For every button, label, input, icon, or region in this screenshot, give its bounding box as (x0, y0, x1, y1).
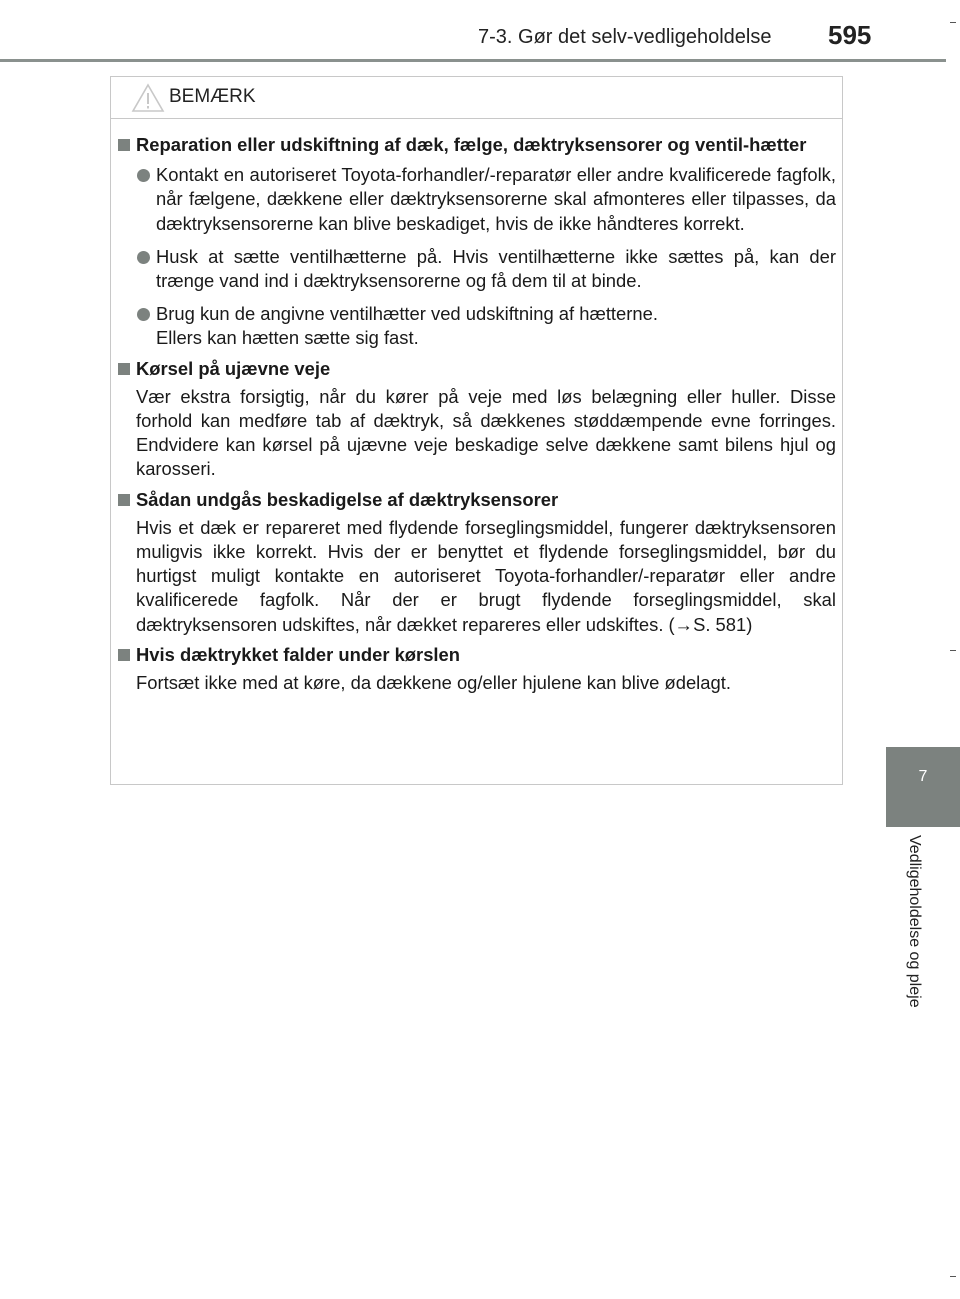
chapter-label: Vedligeholdelse og pleje (906, 835, 923, 1008)
notice-box (110, 76, 843, 785)
header-rule (0, 59, 946, 62)
round-bullet-icon (137, 251, 150, 264)
section-tire-repair (116, 133, 836, 351)
warning-triangle-icon (131, 83, 165, 113)
section-text: Fortsæt ikke med at køre, da dækkene og/eller hjulene kan blive ødelagt. (136, 672, 731, 694)
page-number: 595 (828, 20, 872, 50)
header-title: 7-3. Gør det selv-vedligeholdelse (478, 26, 772, 48)
page-reference-link[interactable]: S. 581 (693, 613, 747, 635)
arrow-right-icon: → (674, 613, 694, 635)
list-item-text: Ellers kan hætten sætte sig fast. (156, 327, 419, 349)
list-item (136, 302, 836, 350)
list-item (136, 245, 836, 293)
round-bullet-icon (137, 308, 150, 321)
notice-body (116, 133, 836, 695)
section-heading: Sådan undgås beskadigelse af dæktryksensorer (136, 488, 559, 510)
square-bullet-icon (118, 363, 130, 375)
notice-header (111, 77, 842, 119)
notice-title: BEMÆRK (169, 86, 256, 107)
section-text: Vær ekstra forsigtig, når du kører på veje med løs belægning eller huller. Disse forhold kan medføre tab af dæktryk, så dækkenes støddæmpende evne forringes. Endvidere kan kørsel på ujævne veje beskadige selve dækkene samt bilens hjul og karosseri. (136, 385, 836, 480)
list-item-text: Husk at sætte ventilhætterne på. Hvis ventilhætterne ikke sættes på, kan der trænge vand ind i dæktryksensorerne og få dem til at binde. (156, 245, 836, 292)
square-bullet-icon (118, 139, 130, 151)
list-item-text: Brug kun de angivne ventilhætter ved udskiftning af hætterne. (156, 303, 658, 325)
round-bullet-icon (137, 169, 150, 182)
square-bullet-icon (118, 494, 130, 506)
list-item (136, 163, 836, 236)
section-heading: Reparation eller udskiftning af dæk, fælge, dæktryksensorer og ventil-hætter (136, 134, 807, 155)
chapter-number: 7 (918, 768, 928, 785)
crop-mark-middle (950, 650, 956, 651)
section-rough-roads (116, 357, 836, 482)
list-item-text: Kontakt en autoriseret Toyota-forhandler/-reparatør eller andre kvalificerede fagfolk, når fælgene, dækkene eller dæktryksensorerne skal afmonteres eller tilpasses, da dæktryksensorerne kan blive beskadiget, hvis de ikke håndteres korrekt. (156, 164, 836, 234)
chapter-tab (886, 747, 960, 827)
square-bullet-icon (118, 649, 130, 661)
crop-mark-top (950, 22, 956, 23)
section-pressure-drop (116, 643, 836, 695)
section-sensor-damage (116, 488, 836, 637)
section-text-body: Hvis et dæk er repareret med flydende forseglingsmiddel, fungerer dæktryksensoren muligvis ikke korrekt. Hvis der er benyttet et flydende forseglingsmiddel, bør du hurtigst muligt kontakte en autoriseret Toyota-forhandler/-reparatør eller andre kvalificerede fagfolk. Når der er brugt flydende forseglingsmiddel, skal dæktryksensoren udskiftes, når dækket repareres eller udskiftes. (136, 516, 836, 635)
section-heading: Hvis dæktrykket falder under kørslen (136, 643, 461, 665)
crop-mark-bottom (950, 1276, 956, 1277)
section-heading: Kørsel på ujævne veje (136, 357, 331, 379)
section-text: Hvis et dæk er repareret med flydende forseglingsmiddel, fungerer dæktryksensoren muligvis ikke korrekt. Hvis der er benyttet et flydende forseglingsmiddel, bør du hurtigst muligt kontakte en autoriseret Toyota-forhandler/-reparatør eller andre kvalificerede fagfolk. Når der er brugt flydende forseglingsmiddel, skal dæktryksensoren udskiftes, når dækket repareres eller udskiftes. (→S. 581) (136, 516, 836, 635)
